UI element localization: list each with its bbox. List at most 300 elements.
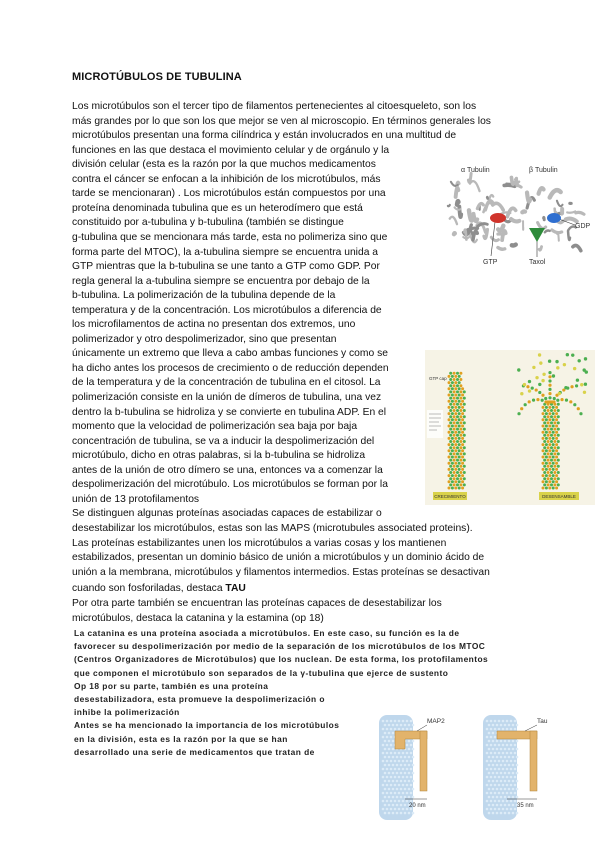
tubulin-subunit [451, 480, 454, 483]
tubulin-subunit [545, 406, 548, 409]
tubulin-subunit [463, 397, 466, 400]
tubulin-subunit [502, 784, 505, 787]
tubulin-subunit [461, 400, 464, 403]
tubulin-subunit [555, 418, 558, 421]
tubulin-subunit [398, 808, 401, 811]
tubulin-subunit [496, 748, 499, 751]
body-text-line: b-tubulina. La polimerización de la tubulina depende de la [72, 290, 336, 302]
tubulin-subunit [456, 397, 459, 400]
tubulin-subunit [398, 728, 401, 731]
tubulin-subunit [396, 804, 399, 807]
tubulin-subunit [390, 808, 393, 811]
tubulin-subunit [454, 418, 457, 421]
tubulin-subunit [492, 748, 495, 751]
body-text-line: microtúbulos presentan una forma cilíndrica y están involucrados en una multitud de [72, 130, 457, 142]
tubulin-subunit [392, 740, 395, 743]
tubulin-subunit [516, 756, 519, 759]
tubulin-subunit [494, 744, 497, 747]
tubulin-subunit [542, 480, 545, 483]
tubulin-subunit [449, 372, 452, 375]
tubulin-subunit [516, 724, 519, 727]
tubulin-subunit [404, 796, 407, 799]
tubulin-subunit [548, 480, 551, 483]
tubulin-subunit [386, 776, 389, 779]
tubulin-subunit [508, 740, 511, 743]
tubulin-subunit [449, 409, 452, 412]
tubulin-subunit [402, 784, 405, 787]
tubulin-subunit [400, 780, 403, 783]
tubulin-subunit [557, 421, 560, 424]
tubulin-subunit [448, 412, 451, 415]
tubulin-subunit [454, 462, 457, 465]
tubulin-subunit [544, 397, 547, 400]
tubulin-subunit [494, 776, 497, 779]
tubulin-subunit [498, 728, 501, 731]
tubulin-subunit [566, 353, 569, 356]
tubulin-subunit [547, 440, 550, 443]
tubulin-subunit [382, 800, 385, 803]
tubulin-subunit [555, 449, 558, 452]
tubulin-subunit [500, 788, 503, 791]
tubulin-subunit [500, 772, 503, 775]
tubulin-subunit [412, 796, 415, 799]
ribbon-strand [522, 211, 525, 212]
tubulin-subunit [394, 720, 397, 723]
tubulin-subunit [498, 808, 501, 811]
tubulin-subunit [502, 720, 505, 723]
tubulin-subunit [402, 792, 405, 795]
tubulin-subunit [400, 788, 403, 791]
tubulin-subunit [458, 381, 461, 384]
tubulin-subunit [514, 744, 517, 747]
gtp-cap-label: GTP cap [429, 376, 447, 381]
tubulin-subunit [392, 772, 395, 775]
tubulin-subunit [494, 736, 497, 739]
tubulin-subunit [463, 446, 466, 449]
tubulin-subunit [459, 390, 462, 393]
ribbon-strand [557, 201, 563, 206]
tubulin-subunit [388, 724, 391, 727]
tubulin-subunit [390, 720, 393, 723]
tubulin-subunit [543, 440, 546, 443]
tubulin-subunit [410, 784, 413, 787]
tubulin-subunit [545, 418, 548, 421]
tubulin-subunit [496, 796, 499, 799]
tubulin-subunit [510, 792, 513, 795]
tubulin-subunit [548, 360, 551, 363]
tubulin-subunit [508, 788, 511, 791]
tubulin-subunit [564, 386, 567, 389]
tubulin-subunit [548, 406, 551, 409]
tubulin-subunit [496, 788, 499, 791]
tubulin-subunit [458, 468, 461, 471]
tubulin-subunit [506, 720, 509, 723]
body-text-line: unión a la membrana, microtúbulos y filamentos intermedios. Estas proteínas se desactivan [72, 566, 490, 578]
tubulin-subunit [404, 804, 407, 807]
tubulin-subunit [448, 437, 451, 440]
tubulin-subunit [508, 812, 511, 815]
tubulin-subunit [449, 384, 452, 387]
tubulin-subunit [404, 788, 407, 791]
tubulin-subunit [502, 728, 505, 731]
tubulin-subunit [536, 398, 539, 401]
gtp-site [490, 213, 506, 223]
tubulin-subunit [386, 752, 389, 755]
tubulin-subunit [500, 812, 503, 815]
tubulin-subunit [448, 425, 451, 428]
growth-label: CRECIMIENTO [434, 494, 466, 499]
tubulin-subunit [550, 415, 553, 418]
tubulin-subunit [500, 756, 503, 759]
tubulin-subunit [494, 792, 497, 795]
tubulin-subunit [548, 431, 551, 434]
tubulin-subunit [548, 462, 551, 465]
tubulin-subunit [454, 394, 457, 397]
tubulin-subunit [454, 474, 457, 477]
tubulin-subunit [456, 428, 459, 431]
tau-paragraph-line [72, 582, 246, 596]
taxol-site [529, 228, 545, 242]
tubulin-subunit [402, 728, 405, 731]
tau-highlight: TAU [225, 583, 246, 594]
tubulin-subunit [510, 776, 513, 779]
tubulin-subunit [461, 487, 464, 490]
tubulin-subunit [504, 796, 507, 799]
tubulin-subunit [404, 772, 407, 775]
tubulin-subunit [449, 440, 452, 443]
ribbon-strand [491, 237, 498, 240]
body-text-line: Por otra parte también se encuentran las proteínas capaces de desestabilizar los [72, 598, 442, 609]
tubulin-subunit [492, 780, 495, 783]
tubulin-subunit [408, 796, 411, 799]
tubulin-subunit [412, 756, 415, 759]
tubulin-subunit [557, 403, 560, 406]
tubulin-subunit [542, 443, 545, 446]
tubulin-subunit [553, 471, 556, 474]
tubulin-subunit [510, 752, 513, 755]
tubulin-subunit [451, 425, 454, 428]
tubulin-subunit [553, 440, 556, 443]
tubulin-subunit [453, 403, 456, 406]
tubulin-subunit [512, 740, 515, 743]
tubulin-subunit [541, 394, 544, 397]
tubulin-subunit [494, 720, 497, 723]
tubulin-subunit [386, 736, 389, 739]
tubulin-subunit [459, 421, 462, 424]
body-text-line: únicamente un extremo que lleva a cabo ambas funciones y como se [72, 348, 388, 360]
tubulin-subunit [490, 760, 493, 763]
tubulin-subunit [398, 752, 401, 755]
ribbon-strand [516, 178, 517, 185]
tubulin-subunit [502, 808, 505, 811]
tubulin-subunit [451, 474, 454, 477]
tubulin-subunit [451, 437, 454, 440]
tubulin-subunit [553, 421, 556, 424]
tubulin-subunit [542, 412, 545, 415]
tubulin-subunit [506, 776, 509, 779]
tubulin-subunit [392, 804, 395, 807]
microtubule-dynamics-figure [425, 350, 595, 505]
tubulin-subunit [512, 764, 515, 767]
tubulin-subunit [412, 772, 415, 775]
tubulin-subunit [555, 462, 558, 465]
tubulin-subunit [463, 390, 466, 393]
tubulin-subunit [392, 812, 395, 815]
tubulin-subunit [514, 800, 517, 803]
tubulin-subunit [392, 732, 395, 735]
tubulin-subunit [492, 788, 495, 791]
body-text-line: Las proteínas estabilizantes unen los microtúbulos a varias cosas y los mantienen [72, 537, 447, 549]
tubulin-subunit [545, 462, 548, 465]
tubulin-subunit [500, 804, 503, 807]
tubulin-subunit [502, 744, 505, 747]
tubulin-subunit [496, 804, 499, 807]
tubulin-subunit [557, 459, 560, 462]
tubulin-subunit [555, 443, 558, 446]
tubulin-subunit [384, 812, 387, 815]
tubulin-subunit [454, 456, 457, 459]
tubulin-subunit [542, 431, 545, 434]
tubulin-subunit [543, 415, 546, 418]
tubulin-subunit [448, 487, 451, 490]
ribbon-strand [538, 223, 546, 229]
tubulin-subunit [498, 744, 501, 747]
tubulin-subunit [453, 452, 456, 455]
tubulin-subunit [512, 804, 515, 807]
tubulin-subunit [508, 804, 511, 807]
tubulin-subunit [547, 446, 550, 449]
tubulin-subunit [514, 752, 517, 755]
tubulin-subunit [575, 384, 578, 387]
ribbon-strand [498, 248, 505, 250]
tubulin-subunit [396, 788, 399, 791]
tubulin-subunit [382, 784, 385, 787]
tubulin-subunit [408, 812, 411, 815]
tubulin-subunit [398, 784, 401, 787]
tubulin-subunit [558, 392, 561, 395]
body-text-line: regla general la a-tubulina siempre se encuentra por debajo de la [72, 275, 370, 287]
tubulin-subunit [494, 752, 497, 755]
tubulin-subunit [550, 409, 553, 412]
tubulin-subunit [448, 474, 451, 477]
tubulin-subunit [500, 796, 503, 799]
tubulin-subunit [556, 399, 559, 402]
tubulin-subunit [382, 808, 385, 811]
tubulin-subunit [386, 728, 389, 731]
tubulin-subunit [386, 760, 389, 763]
tubulin-subunit [459, 446, 462, 449]
tubulin-subunit [390, 752, 393, 755]
ribbon-strand [539, 247, 541, 251]
tubulin-subunit [451, 462, 454, 465]
tubulin-subunit [573, 367, 576, 370]
tubulin-subunit [453, 446, 456, 449]
tubulin-subunit [508, 796, 511, 799]
tubulin-subunit [510, 720, 513, 723]
tubulin-subunit [552, 418, 555, 421]
tubulin-subunit [406, 800, 409, 803]
tubulin-subunit [496, 740, 499, 743]
tubulin-subunit [557, 446, 560, 449]
small-text-line: Op 18 por su parte, también es una proteína [74, 680, 269, 691]
tubulin-subunit [384, 748, 387, 751]
gdp-label: GDP [575, 223, 591, 230]
tubulin-subunit [585, 370, 588, 373]
tubulin-subunit [506, 752, 509, 755]
tubulin-subunit [458, 394, 461, 397]
tubulin-subunit [388, 764, 391, 767]
body-text-line: momento que la velocidad de polimerización sea baja por baja [72, 421, 358, 433]
tubulin-subunit [555, 431, 558, 434]
tubulin-subunit [579, 412, 582, 415]
tubulin-subunit [514, 808, 517, 811]
tubulin-subunit [459, 409, 462, 412]
tubulin-subunit [510, 784, 513, 787]
body-text-line: tarde se mencionaran) . Los microtúbulos están compuestos por una [72, 188, 386, 200]
tubulin-subunit [496, 780, 499, 783]
ribbon-strand [545, 231, 550, 233]
tubulin-subunit [463, 421, 466, 424]
tubulin-subunit [555, 480, 558, 483]
tubulin-subunit [382, 792, 385, 795]
tubulin-subunit [571, 353, 574, 356]
tubulin-subunit [461, 425, 464, 428]
tubulin-subunit [404, 764, 407, 767]
tubulin-subunit [514, 760, 517, 763]
body-text-line: forma parte del MTOC), la a-tubulina siempre se encuentra unida a [72, 246, 379, 258]
tubulin-subunit [451, 431, 454, 434]
tubulin-subunit [449, 434, 452, 437]
tubulin-subunit [461, 456, 464, 459]
tubulin-subunit [528, 380, 531, 383]
tubulin-subunit [512, 796, 515, 799]
body-text-line: dentro la b-tubulina se hidroliza y se convierte en tubulina ADP. En el [72, 406, 387, 418]
tubulin-subunit [456, 477, 459, 480]
tubulin-subunit [458, 437, 461, 440]
tubulin-subunit [448, 480, 451, 483]
tubulin-subunit [449, 452, 452, 455]
tubulin-subunit [448, 418, 451, 421]
tubulin-subunit [510, 800, 513, 803]
tubulin-subunit [490, 736, 493, 739]
tubulin-subunit [456, 390, 459, 393]
tubulin-subunit [390, 728, 393, 731]
body-text-line: Se distinguen algunas proteínas asociadas capaces de estabilizar o [72, 508, 382, 520]
tubulin-subunit [490, 800, 493, 803]
tubulin-subunit [502, 776, 505, 779]
tubulin-subunit [545, 412, 548, 415]
tubulin-subunit [498, 752, 501, 755]
tubulin-subunit [555, 412, 558, 415]
tubulin-subunit [494, 800, 497, 803]
tubulin-subunit [506, 760, 509, 763]
tubulin-subunit [461, 418, 464, 421]
tubulin-subunit [402, 800, 405, 803]
body-text-line: antes de la unión de otro dímero se una, entonces va a comenzar la [72, 464, 383, 476]
tubulin-subunit [388, 812, 391, 815]
tubulin-subunit [448, 462, 451, 465]
small-text-line: inhibe la polimerización [74, 707, 180, 718]
tubulin-subunit [451, 418, 454, 421]
ribbon-strand [557, 232, 559, 241]
tubulin-subunit [406, 752, 409, 755]
tubulin-subunit [456, 459, 459, 462]
tubulin-subunit [458, 431, 461, 434]
tubulin-subunit [548, 437, 551, 440]
tubulin-subunit [512, 772, 515, 775]
tubulin-subunit [526, 385, 529, 388]
tubulin-subunit [454, 375, 457, 378]
tubulin-subunit [548, 375, 551, 378]
tubulin-subunit [388, 788, 391, 791]
tubulin-subunit [394, 776, 397, 779]
tubulin-subunit [553, 477, 556, 480]
tubulin-subunit [488, 796, 491, 799]
tubulin-subunit [463, 465, 466, 468]
tubulin-subunit [410, 752, 413, 755]
tubulin-subunit [451, 412, 454, 415]
tau-stalk [530, 731, 537, 791]
tubulin-subunit [538, 383, 541, 386]
tubulin-subunit [488, 812, 491, 815]
tubulin-subunit [408, 788, 411, 791]
tubulin-subunit [459, 403, 462, 406]
ribbon-strand [544, 217, 545, 219]
tubulin-subunit [506, 784, 509, 787]
tubulin-subunit [449, 477, 452, 480]
tubulin-subunit [545, 487, 548, 490]
tubulin-subunit [382, 720, 385, 723]
tubulin-subunit [453, 397, 456, 400]
tubulin-subunit [510, 808, 513, 811]
tubulin-subunit [453, 390, 456, 393]
tubulin-subunit [449, 397, 452, 400]
tubulin-subunit [458, 387, 461, 390]
tubulin-subunit [458, 412, 461, 415]
tubulin-subunit [402, 752, 405, 755]
tubulin-subunit [557, 434, 560, 437]
tubulin-subunit [448, 468, 451, 471]
ribbon-strand [448, 205, 450, 206]
tubulin-subunit [504, 772, 507, 775]
tubulin-subunit [382, 776, 385, 779]
tubulin-subunit [412, 812, 415, 815]
tubulin-subunit [535, 388, 538, 391]
tubulin-subunit [512, 812, 515, 815]
tubulin-subunit [406, 808, 409, 811]
tubulin-subunit [553, 446, 556, 449]
tubulin-subunit [451, 487, 454, 490]
tubulin-subunit [494, 784, 497, 787]
tubulin-subunit [490, 720, 493, 723]
tubulin-subunit [408, 764, 411, 767]
small-text-line: (Centros Organizadores de Microtúbulos) que los nuclean. De esta forma, los protofilamentos [74, 654, 489, 665]
ribbon-strand [473, 231, 477, 240]
tubulin-subunit [500, 724, 503, 727]
tubulin-subunit [449, 446, 452, 449]
tubulin-subunit [557, 428, 560, 431]
tubulin-subunit [548, 474, 551, 477]
tubulin-subunit [488, 780, 491, 783]
tubulin-subunit [398, 776, 401, 779]
tubulin-subunit [384, 740, 387, 743]
tubulin-subunit [410, 744, 413, 747]
tubulin-subunit [382, 736, 385, 739]
tubulin-subunit [555, 456, 558, 459]
tubulin-subunit [580, 383, 583, 386]
tubulin-subunit [453, 421, 456, 424]
tubulin-subunit [555, 425, 558, 428]
